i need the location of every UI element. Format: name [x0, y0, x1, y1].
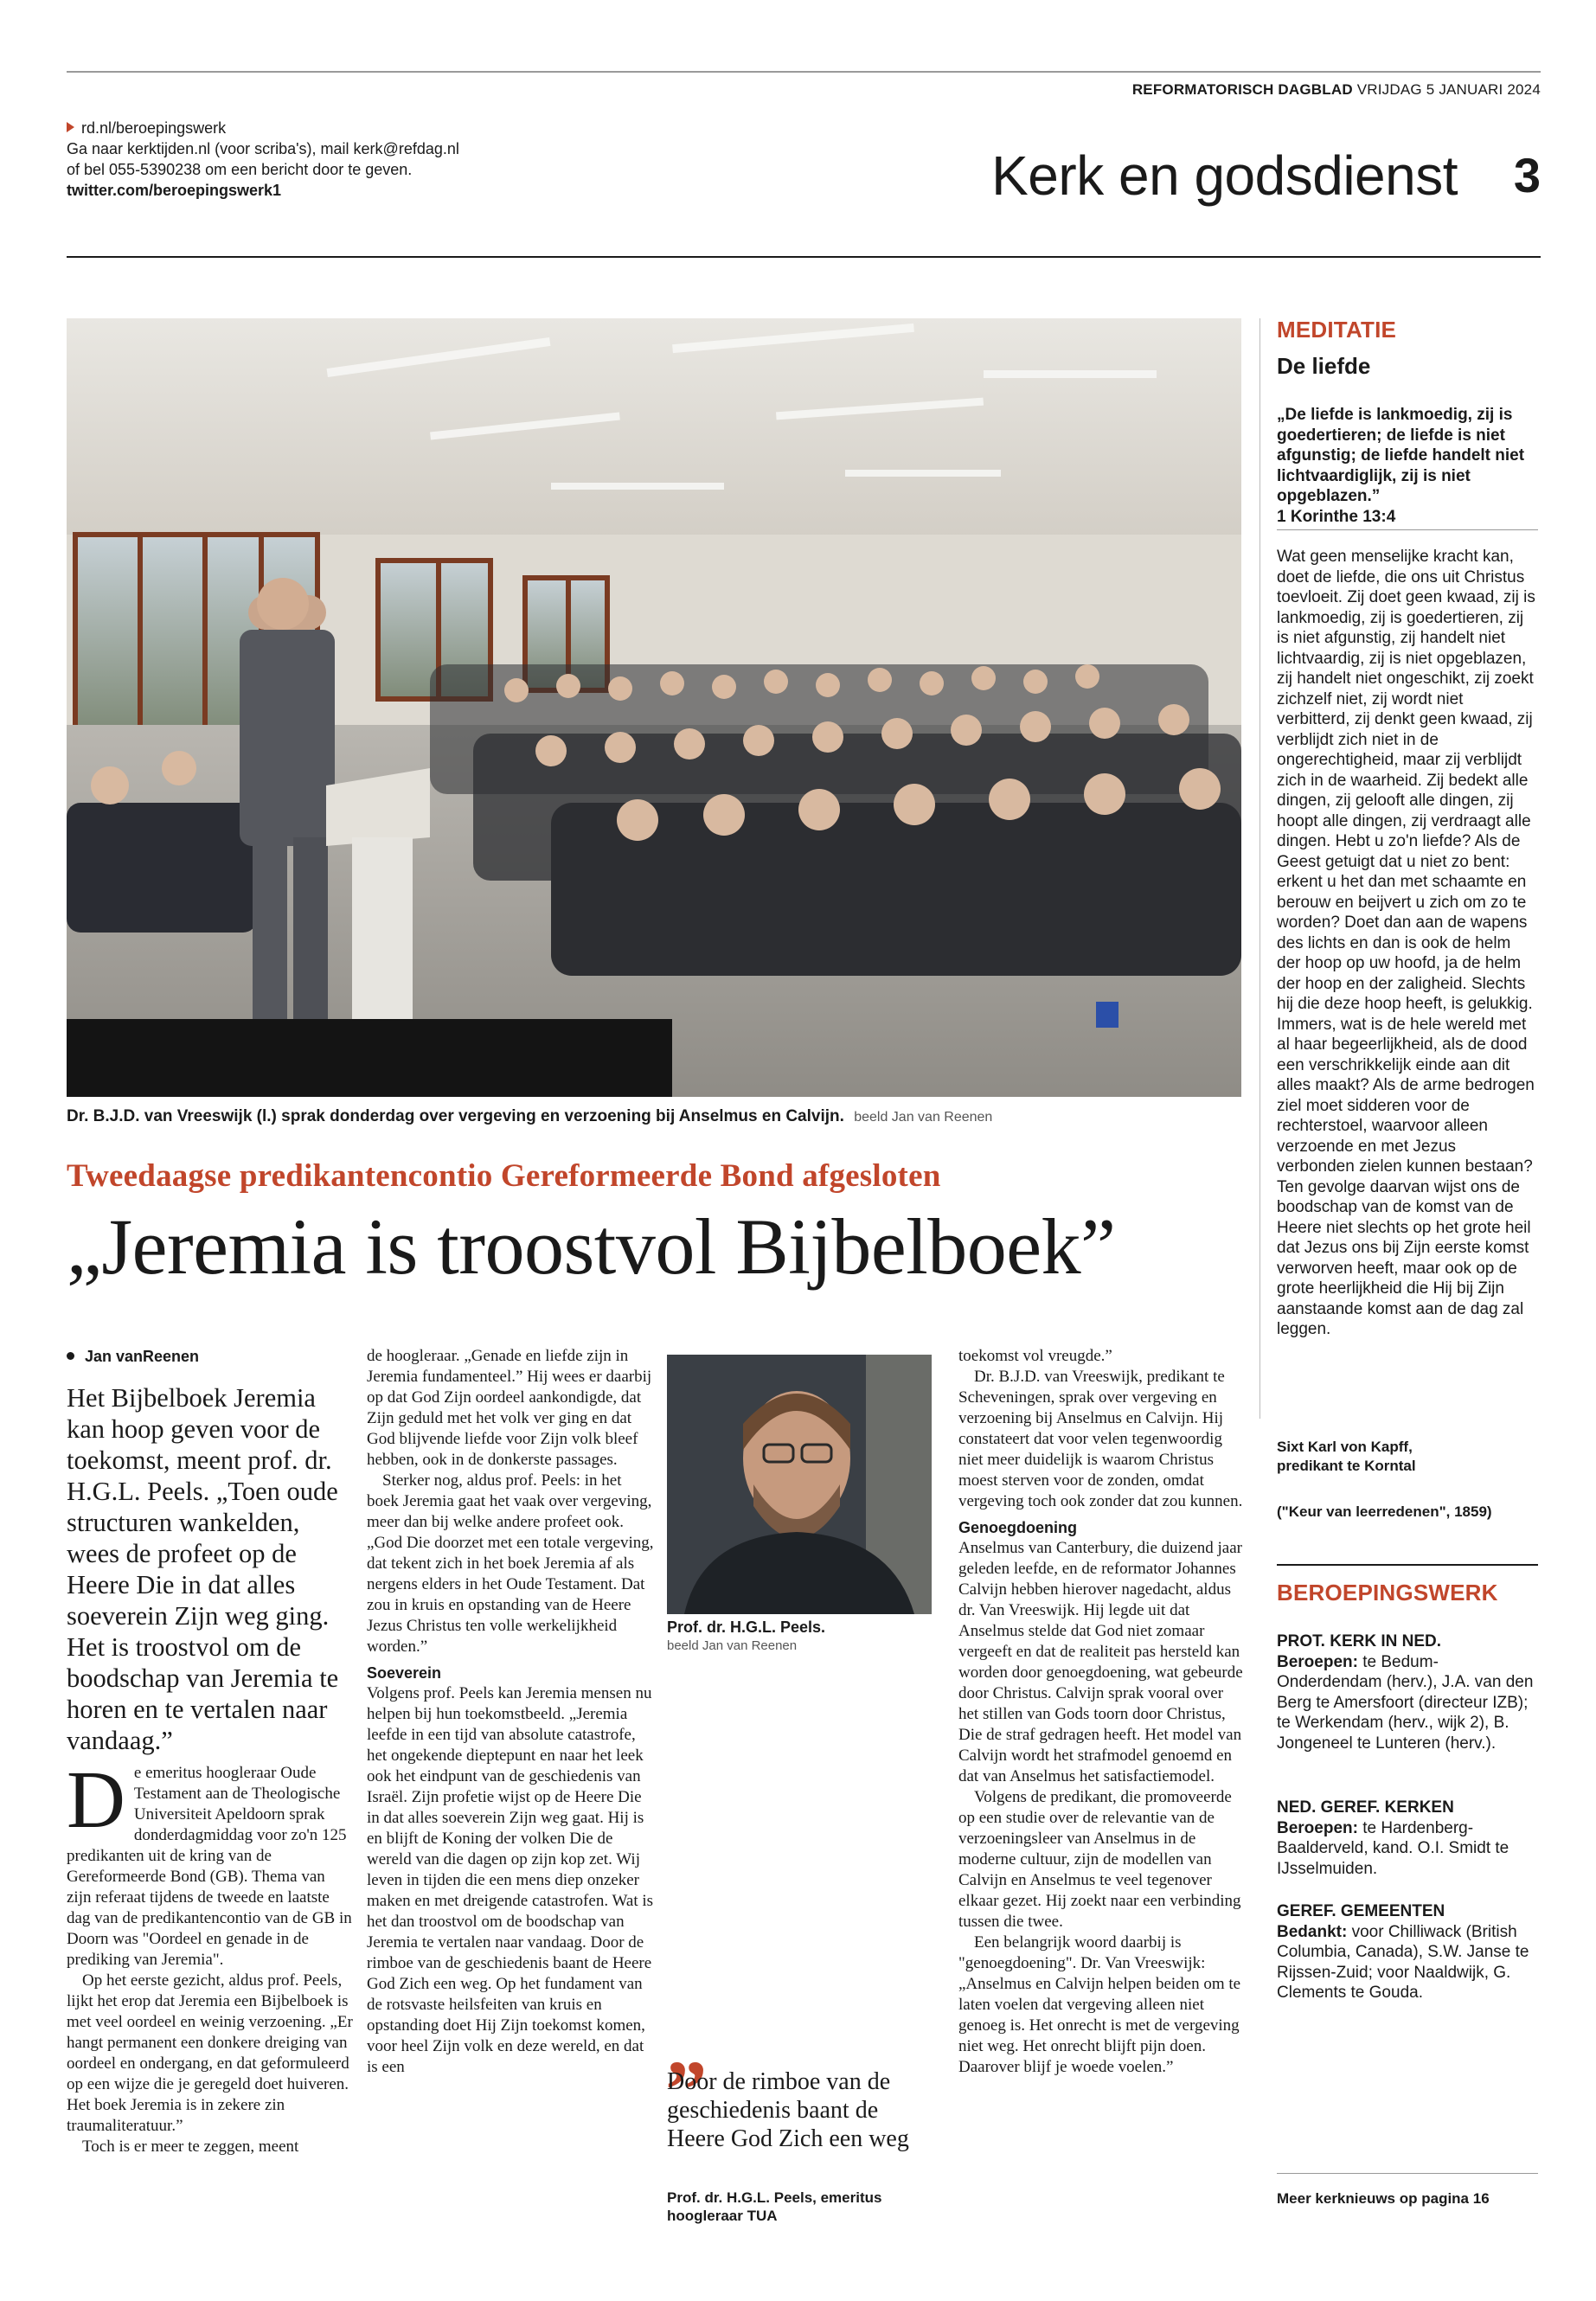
- article-column-2: [367, 1346, 654, 2078]
- beroep-text-2: te Hardenberg-Baalderveld, kand. O.I. Smidt te IJsselmuiden.: [1277, 1818, 1509, 1878]
- beroepingswerk-link[interactable]: rd.nl/beroepingswerk: [81, 119, 227, 137]
- meditatie-label: MEDITATIE: [1277, 317, 1397, 343]
- bible-quote-text: „De liefde is lankmoedig, zij is goedertieren; de liefde is niet afgunstig; de liefde handelt niet lichtvaardiglijk, zij is niet opgeblazen.”: [1277, 406, 1525, 505]
- bible-quote: [1277, 405, 1538, 527]
- drop-cap: D: [67, 1755, 125, 1845]
- col2-paragraph-3: Volgens prof. Peels kan Jeremia mensen nu helpen bij hun toekomstbeeld. „Jeremia leefde in een tijd van absolute catastrofe, het ongekende dieptepunt en naar het leek ook het eindpunt van de geschiedenis van Israël. Zijn profetie wijst op de Heere Die in dat alles soeverein Zijn weg gaat. Hij is en blijft de Koning der volken Die de wereld van die dagen op zijn kop zet. Wij leven in tijden die een mens diep onzeker maken en met dreigende catastrofen. Wat is het dan troostvol om de boodschap van Jeremia te vertalen naar vandaag. Door de rimboe van de geschiedenis baant de Heere God Zich een weg. Op het fundament van de rotsvaste heilsfeiten van kruis en opstanding doet Hij Zijn toekomst komen, voor heel Zijn volk en deze wereld, en dat is een: [367, 1684, 654, 2076]
- conference-room-illustration: [67, 318, 1241, 1097]
- beroep-label-3: Bedankt:: [1277, 1922, 1348, 1941]
- beroep-text-3: voor Chilliwack (British Columbia, Canada), S.W. Janse te Rijssen-Zuid; voor Naaldwijk, G. Clements te Gouda.: [1277, 1922, 1529, 2002]
- more-news-rule: [1277, 2173, 1538, 2174]
- beroepingswerk-rule: [1277, 1564, 1538, 1566]
- col1-paragraph-1: e emeritus hoogleraar Oude Testament aan de Theologische Universiteit Apeldoorn sprak donderdagmiddag voor zo'n 125 predikanten uit de kring van de Gereformeerde Bond (GB). Thema van zijn referaat tijdens de tweede en laatste dag van de predikantencontio van de GB in Doorn was "Oordeel en genade in de prediking van Jeremia".: [67, 1764, 352, 1969]
- more-news-link[interactable]: Meer kerknieuws op pagina 16: [1277, 2190, 1490, 2207]
- col4-paragraph-3: Anselmus van Canterbury, die duizend jaar geleden leefde, en de reformator Johannes Calvijn hebben hierover nagedacht, aldus dr. Van Vreeswijk. Hij legde uit dat Anselmus stelde dat God niet zomaar vergeeft en dat de realiteit pas hersteld kan worden door genoegdoening, wat gebeurde door Christus. Calvijn sprak vooral over het stillen van Gods toorn door Christus, Die de straf gedragen heeft. Het model van Calvijn wordt het strafmodel genoemd en dat van Anselmus het satisfactiemodel.: [958, 1539, 1243, 1785]
- byline: [67, 1348, 199, 1366]
- signature-role: predikant te Korntal: [1277, 1458, 1416, 1474]
- bullet-icon: [67, 1352, 74, 1360]
- portrait-photo: [667, 1355, 932, 1614]
- page-number: 3: [1513, 148, 1541, 202]
- header-contact: [67, 118, 516, 201]
- meditatie-rule: [1277, 529, 1538, 530]
- col1-paragraph-3: Toch is er meer te zeggen, meent: [82, 2138, 299, 2156]
- portrait-illustration: [667, 1355, 932, 1614]
- photo-caption: [67, 1107, 992, 1126]
- section-title: Kerk en godsdienst: [991, 144, 1458, 207]
- top-rule: [67, 71, 1541, 73]
- pull-quote-author: Prof. dr. H.G.L. Peels, emeritus hoogleraar TUA: [667, 2189, 882, 2224]
- beroep-heading-3: GEREF. GEMEENTEN: [1277, 1902, 1445, 1920]
- article-kicker: Tweedaagse predikantencontio Gereformeerde Bond afgesloten: [67, 1158, 941, 1194]
- caption-text: Dr. B.J.D. van Vreeswijk (l.) sprak donderdag over vergeving en verzoening bij Anselmus en Calvijn.: [67, 1107, 844, 1125]
- paper-name: REFORMATORISCH DAGBLAD: [1131, 81, 1353, 98]
- article-column-1: [67, 1755, 354, 2157]
- beroep-text-1: te Bedum-Onderdendam (herv.), J.A. van den Berg te Amersfoort (directeur IZB); te Werkendam (herv., wijk 2), B. Jongeneel te Lunteren (herv.).: [1277, 1652, 1534, 1753]
- author-name: Jan vanReenen: [85, 1348, 200, 1365]
- meditatie-signature: [1277, 1438, 1538, 1476]
- col4-paragraph-4: Volgens de predikant, die promoveerde op een studie over de relevantie van de verzoeningsleer van Anselmus in de moderne cultuur, zijn de modellen van Calvijn en Anselmus te veel tegenover elkaar gezet. Hij zoekt naar een verbinding tussen die twee.: [958, 1788, 1241, 1931]
- col4-paragraph-5: Een belangrijk woord daarbij is "genoegdoening". Dr. Van Vreeswijk: „Anselmus en Calvijn helpen beiden om te laten voelen dat vergeving alleen niet genoeg is. Het onrecht is met de vergeving niet weg. Het onrecht blijft pijn doen. Daarover blijf je woede voelen.”: [958, 1933, 1241, 2076]
- beroep-block-1: [1277, 1631, 1538, 1753]
- pull-quote: Door de rimboe van de geschiedenis baant de Heere God Zich een weg: [667, 2068, 909, 2152]
- dateline: [1132, 81, 1541, 99]
- beroep-heading-1: PROT. KERK IN NED.: [1277, 1632, 1442, 1650]
- article-intro: Het Bijbelboek Jeremia kan hoop geven voor de toekomst, meent prof. dr. H.G.L. Peels. „Toen oude structuren wankelden, wees de profeet op de Heere Die in dat alles soeverein Zijn weg ging. Het is troostvol om de boodschap van Jeremia te horen en te vertalen naar vandaag.”: [67, 1383, 339, 1755]
- portrait-caption-name: Prof. dr. H.G.L. Peels.: [667, 1618, 826, 1636]
- twitter-link[interactable]: twitter.com/beroepingswerk1: [67, 182, 282, 199]
- beroep-block-2: [1277, 1798, 1538, 1879]
- col4-paragraph-2: Dr. B.J.D. van Vreeswijk, predikant te Scheveningen, sprak over vergeving en verzoening bij Anselmus en Calvijn. Hij constateert dat voor velen tegenwoordig niet meer duidelijk is waarom Christus moest sterven voor de zonden, omdat vergeving toch ook zonder dat zou kunnen.: [958, 1368, 1243, 1510]
- col4-paragraph-1: toekomst vol vreugde.”: [958, 1347, 1112, 1365]
- beroep-label-1: Beroepen:: [1277, 1652, 1358, 1671]
- beroep-heading-2: NED. GEREF. KERKEN: [1277, 1798, 1454, 1817]
- portrait-caption: [667, 1618, 932, 1656]
- portrait-caption-credit: beeld Jan van Reenen: [667, 1638, 798, 1653]
- col2-paragraph-2: Sterker nog, aldus prof. Peels: in het boek Jeremia gaat het vaak over vergeving, meer dan bij welke andere profeet ook. „God Die doorzet met een totale vergeving, dat tekent zich in het boek Jeremia af als nergens elders in het Oude Testament. Dat zou in kruis en opstanding van de Heere Jezus Christus ten volle werkelijkheid worden.”: [367, 1471, 654, 1656]
- col2-paragraph-1: de hoogleraar. „Genade en liefde zijn in Jeremia fundamenteel.” Hij wees er daarbij op dat God Zijn oordeel aankondigde, dat Zijn geduld met het volk ver ging en dat God blijvende liefde voor Zijn volk bleef hebben, ook in de donkerste passages.: [367, 1347, 652, 1469]
- meditatie-body: Wat geen menselijke kracht kan, doet de liefde, die ons uit Christus toevloeit. Zij doet geen kwaad, zij is lankmoedig, zij is goedertieren, zij is niet afgunstig, zij handelt niet lichtvaardig, zij is niet opgeblazen, zij handelt niet ongeschikt, zij zoekt zichzelf niet, zij wordt niet verbitterd, zij denkt geen kwaad, zij verblijdt zich niet in de ongerechtigheid, maar zij verblijdt zich in de waarheid. Zij bedekt alle dingen, zij gelooft alle dingen, zij hoopt alle dingen, zij verdraagt alle dingen. Hebt u zo'n liefde? Als de Geest getuigt dat u niet zo bent: erkent u het dan met schaamte en berouw en beijvert u zich om zo te worden? Doet dan aan de wapens des lichts en dan is ook de helm der hoop op uw hoofd, ja de helm der hoop en der zaligheid. Slechts hij die deze hoop heeft, is gelukkig. Immers, wat is de hele wereld met al haar begeerlijkheid, als de dood een verschrikkelijk einde aan dit alles maakt? Als de arme bedrogen ziel moet sidderen voor de rechterstoel, waarvoor alleen verzoende en met Jezus verbonden zielen kunnen bestaan? Ten gevolge daarvan wijst ons de boodschap van de komst van de Heere niet slechts op het grote heil dat Jezus ons bij Zijn eerste komst verworven heeft, maar ook op de grote heerlijkheid die Hij bij Zijn aanstaande komst aan de dag zal leggen.: [1277, 548, 1535, 1338]
- col4-subhead: Genoegdoening: [958, 1519, 1077, 1536]
- conference-photo: [67, 318, 1241, 1097]
- contact-line-2: of bel 055-5390238 om een bericht door te geven.: [67, 161, 413, 178]
- caption-credit: beeld Jan van Reenen: [854, 1110, 993, 1125]
- beroep-label-2: Beroepen:: [1277, 1818, 1358, 1837]
- beroepingswerk-label: BEROEPINGSWERK: [1277, 1580, 1498, 1606]
- article-column-4: [958, 1346, 1244, 2078]
- sidebar-divider: [1259, 318, 1260, 1419]
- article-headline: „Jeremia is troostvol Bijbelboek”: [67, 1202, 1116, 1291]
- issue-date: VRIJDAG 5 JANUARI 2024: [1356, 81, 1541, 98]
- signature-name: Sixt Karl von Kapff,: [1277, 1439, 1413, 1455]
- arrow-right-icon: [67, 122, 74, 132]
- header-rule: [67, 256, 1541, 258]
- meditatie-source: ("Keur van leerredenen", 1859): [1277, 1503, 1492, 1520]
- col1-paragraph-2: Op het eerste gezicht, aldus prof. Peels, lijkt het erop dat Jeremia een Bijbelboek is met veel oordeel en weinig verzoening. „Er hangt permanent een donkere dreiging van oordeel en ondergang, en dat geformuleerd op een wijze die je geregeld doet huiveren. Het boek Jeremia is in zekere zin traumaliteratuur.”: [67, 1971, 353, 2135]
- beroep-block-3: [1277, 1901, 1538, 2003]
- bible-reference: 1 Korinthe 13:4: [1277, 507, 1396, 526]
- quote-mark-icon: „: [666, 2000, 708, 2093]
- meditatie-title: De liefde: [1277, 353, 1371, 379]
- contact-line-1: Ga naar kerktijden.nl (voor scriba's), mail kerk@refdag.nl: [67, 140, 459, 157]
- col2-subhead: Soeverein: [367, 1664, 442, 1682]
